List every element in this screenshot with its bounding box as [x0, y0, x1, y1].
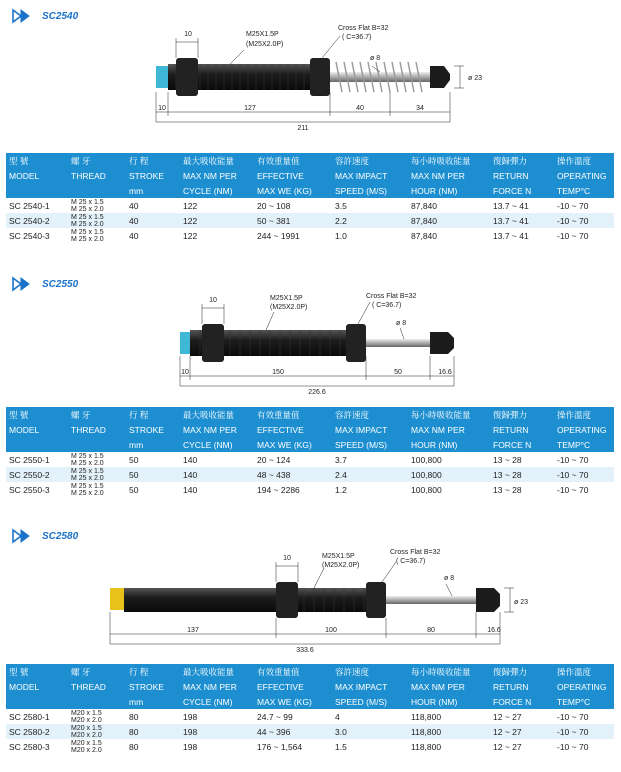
table-cell: 1.0	[335, 230, 347, 241]
impact-head	[476, 588, 500, 612]
table-cell: SC 2540-1	[9, 200, 50, 211]
spec-table-sc2580	[6, 664, 614, 754]
table-cell: 24.7 ~ 99	[257, 711, 293, 722]
table-cell: 122	[183, 230, 198, 241]
column-header: EFFECTIVE	[257, 170, 304, 181]
column-header: MAX NM PER	[411, 170, 465, 181]
dim-thread-alt: (M25X2.0P)	[246, 41, 284, 48]
column-header: 螺 牙	[71, 409, 91, 420]
dim-hex-width: 10	[184, 31, 192, 38]
column-header: MAX NM PER	[411, 424, 465, 435]
column-header: RETURN	[493, 424, 529, 435]
table-cell: 100,800	[411, 469, 442, 480]
dim-cross-flat: Cross Flat B=32	[338, 25, 389, 32]
table-cell: 13.7 ~ 41	[493, 215, 529, 226]
dim-rod-dia: ø 8	[396, 320, 407, 327]
table-cell: 44 ~ 396	[257, 726, 291, 737]
thread-spec: M 25 x 1.5	[71, 482, 104, 490]
column-header: CYCLE (NM)	[183, 696, 233, 707]
table-cell: 80	[129, 741, 139, 752]
column-header	[68, 183, 126, 198]
table-cell	[68, 213, 126, 228]
column-header: HOUR (NM)	[411, 696, 458, 707]
column-header: 行 程	[129, 666, 149, 677]
dim-cross-flat: Cross Flat B=32	[366, 293, 417, 300]
header-row-en	[6, 679, 614, 694]
dim-cross-flat: Cross Flat B=32	[390, 549, 441, 556]
dim-rod-dia: ø 8	[444, 575, 455, 582]
thread-spec: M 25 x 2.0	[71, 489, 104, 497]
column-header: MAX NM PER	[183, 681, 237, 692]
column-header: 有效重量值	[257, 155, 300, 166]
column-header: 型 號	[9, 666, 29, 677]
dim-head-dia: ø 23	[468, 75, 483, 82]
column-header: HOUR (NM)	[411, 185, 458, 196]
thread-spec: M 25 x 1.5	[71, 213, 104, 221]
table-row	[6, 724, 614, 739]
table-cell	[68, 482, 126, 497]
section-sc2540	[0, 0, 621, 258]
table-cell: 1.2	[335, 484, 347, 495]
dim-front: 10	[158, 105, 166, 112]
column-header: 有效重量值	[257, 666, 300, 677]
table-cell: SC 2580-1	[9, 711, 50, 722]
thread-spec: M 25 x 1.5	[71, 198, 104, 206]
table-cell: 12 ~ 27	[493, 726, 522, 737]
dim-total: 211	[297, 125, 309, 132]
table-row	[6, 198, 614, 213]
column-header: MODEL	[9, 170, 40, 181]
table-cell: -10 ~ 70	[557, 711, 589, 722]
impact-head	[430, 66, 450, 88]
table-cell: 40	[129, 215, 139, 226]
lock-nut-right	[346, 324, 366, 362]
dim-body: 150	[272, 369, 284, 376]
header-row-unit	[6, 694, 614, 709]
table-cell: SC 2540-3	[9, 230, 50, 241]
table-cell: -10 ~ 70	[557, 200, 589, 211]
table-cell: 20 ~ 108	[257, 200, 291, 211]
table-cell: SC 2550-2	[9, 469, 50, 480]
table-cell: 50	[129, 454, 139, 465]
table-cell: 80	[129, 726, 139, 737]
column-header	[68, 437, 126, 452]
table-cell: 118,800	[411, 741, 442, 752]
section-title-sc2540	[12, 6, 78, 26]
spec-table-sc2550	[6, 407, 614, 497]
column-header: OPERATING	[557, 170, 607, 181]
table-cell: 3.5	[335, 200, 347, 211]
column-header: STROKE	[129, 424, 164, 435]
table-cell: -10 ~ 70	[557, 726, 589, 737]
dim-body: 137	[187, 627, 199, 634]
table-cell: 40	[129, 200, 139, 211]
spec-table-sc2540	[6, 153, 614, 243]
column-header: 行 程	[129, 155, 149, 166]
lock-nut-right	[310, 58, 330, 96]
column-header: MAX NM PER	[183, 170, 237, 181]
thread-spec: M20 x 1.5	[71, 739, 102, 747]
column-header: 復歸彈力	[493, 666, 528, 677]
table-cell: 13.7 ~ 41	[493, 200, 529, 211]
dim-head-dia: ø 23	[514, 599, 529, 606]
dim-hex-width: 10	[209, 297, 217, 304]
table-cell: -10 ~ 70	[557, 215, 589, 226]
table-row	[6, 452, 614, 467]
table-cell: 50 ~ 381	[257, 215, 291, 226]
thread-spec: M 25 x 1.5	[71, 467, 104, 475]
table-cell: 122	[183, 200, 198, 211]
column-header: MAX IMPACT	[335, 681, 388, 692]
column-header: STROKE	[129, 170, 164, 181]
end-cap	[156, 66, 168, 88]
thread-spec: M 25 x 1.5	[71, 452, 104, 460]
column-header: THREAD	[71, 170, 106, 181]
dim-rod-dia: ø 8	[370, 55, 381, 62]
column-header: MODEL	[9, 681, 40, 692]
dim-end: 34	[416, 105, 424, 112]
lock-nut-left	[176, 58, 198, 96]
column-header: EFFECTIVE	[257, 424, 304, 435]
table-cell: 176 ~ 1,564	[257, 741, 303, 752]
column-header: THREAD	[71, 424, 106, 435]
table-cell	[68, 739, 126, 754]
column-header: 型 號	[9, 409, 29, 420]
column-header: 有效重量值	[257, 409, 300, 420]
model-name: SC2550	[42, 278, 79, 290]
table-cell: SC 2580-2	[9, 726, 50, 737]
table-cell	[68, 198, 126, 213]
table-cell: 100,800	[411, 454, 442, 465]
column-header: MAX WE (KG)	[257, 185, 312, 196]
dim-cross-flat-c: ( C=36.7)	[396, 558, 426, 565]
dim-cross-flat-c: ( C=36.7)	[342, 34, 372, 41]
header-row-en	[6, 422, 614, 437]
dim-thread-alt: (M25X2.0P)	[322, 562, 360, 569]
column-header: CYCLE (NM)	[183, 439, 233, 450]
column-header: TEMP°C	[557, 439, 591, 450]
table-cell: 87,840	[411, 215, 437, 226]
column-header: TEMP°C	[557, 696, 591, 707]
dim-thread-alt: (M25X2.0P)	[270, 304, 308, 311]
column-header: 容許速度	[335, 155, 370, 166]
header-row-unit	[6, 183, 614, 198]
dim-stroke: 40	[356, 105, 364, 112]
dim-hex-width: 10	[283, 555, 291, 562]
table-cell: 140	[183, 469, 198, 480]
column-header: HOUR (NM)	[411, 439, 458, 450]
table-cell: 13 ~ 28	[493, 484, 522, 495]
column-header: FORCE N	[493, 696, 532, 707]
section-title-sc2580	[12, 526, 78, 546]
dimension-drawing-sc2550	[170, 290, 480, 400]
header-row-zh	[6, 664, 614, 679]
column-header: RETURN	[493, 170, 529, 181]
table-row	[6, 228, 614, 243]
end-cap	[110, 588, 124, 610]
table-cell: -10 ~ 70	[557, 741, 589, 752]
column-header: MAX IMPACT	[335, 170, 388, 181]
thread-spec: M20 x 2.0	[71, 731, 102, 739]
table-cell: 198	[183, 741, 198, 752]
column-header: 容許速度	[335, 409, 370, 420]
table-cell: 118,800	[411, 711, 442, 722]
thread-spec: M 25 x 2.0	[71, 205, 104, 213]
model-name: SC2580	[42, 530, 79, 542]
table-cell: 12 ~ 27	[493, 741, 522, 752]
table-cell: SC 2550-1	[9, 454, 50, 465]
column-header: 最大吸收能量	[183, 155, 235, 166]
dim-thread: M25X1.5P	[322, 553, 355, 560]
dim-stroke: 80	[427, 627, 435, 634]
table-cell: 198	[183, 711, 198, 722]
dim-end: 16.6	[438, 369, 452, 376]
smooth-body	[124, 588, 274, 612]
header-row-en	[6, 168, 614, 183]
column-header: 每小時吸收能量	[411, 409, 471, 420]
column-header: 螺 牙	[71, 666, 91, 677]
dim-stroke: 50	[394, 369, 402, 376]
column-header: MAX NM PER	[411, 681, 465, 692]
dim-body: 127	[244, 105, 256, 112]
impact-head	[430, 332, 454, 354]
dim-mid: 100	[325, 627, 337, 634]
double-chevron-right-icon	[12, 529, 34, 543]
table-cell: 13 ~ 28	[493, 469, 522, 480]
column-header: 行 程	[129, 409, 149, 420]
dimension-drawing-sc2540	[140, 22, 483, 134]
table-row	[6, 709, 614, 724]
table-cell: 198	[183, 726, 198, 737]
column-header	[68, 694, 126, 709]
header-row-zh	[6, 407, 614, 422]
column-header: RETURN	[493, 681, 529, 692]
thread-spec: M20 x 1.5	[71, 709, 102, 717]
table-cell: 13 ~ 28	[493, 454, 522, 465]
table-cell: 2.2	[335, 215, 347, 226]
table-cell: 3.7	[335, 454, 347, 465]
table-cell: SC 2580-3	[9, 741, 50, 752]
table-cell: 50	[129, 469, 139, 480]
double-chevron-right-icon	[12, 277, 34, 291]
table-cell: -10 ~ 70	[557, 469, 589, 480]
table-cell	[68, 709, 126, 724]
column-header: SPEED (M/S)	[335, 696, 387, 707]
column-header: MAX IMPACT	[335, 424, 388, 435]
table-cell: 4	[335, 711, 340, 722]
column-header: THREAD	[71, 681, 106, 692]
thread-spec: M 25 x 2.0	[71, 474, 104, 482]
dim-thread: M25X1.5P	[270, 295, 303, 302]
column-header: 復歸彈力	[493, 155, 528, 166]
column-header: 每小時吸收能量	[411, 666, 471, 677]
dim-total: 333.6	[296, 647, 314, 654]
thread-spec: M20 x 2.0	[71, 746, 102, 754]
dim-end: 16.6	[487, 627, 501, 634]
lock-nut-left	[202, 324, 224, 362]
column-header: 操作溫度	[557, 409, 592, 420]
column-header: OPERATING	[557, 681, 607, 692]
column-header: MAX NM PER	[183, 424, 237, 435]
column-header: MODEL	[9, 424, 40, 435]
section-sc2580	[0, 522, 621, 772]
table-cell: -10 ~ 70	[557, 454, 589, 465]
thread-spec: M 25 x 1.5	[71, 228, 104, 236]
section-title-sc2550	[12, 274, 78, 294]
table-cell: 87,840	[411, 200, 437, 211]
table-row	[6, 482, 614, 497]
model-name: SC2540	[42, 10, 79, 22]
table-cell: 140	[183, 484, 198, 495]
column-header: OPERATING	[557, 424, 607, 435]
column-header: 操作溫度	[557, 666, 592, 677]
table-row	[6, 213, 614, 228]
thread-spec: M 25 x 2.0	[71, 459, 104, 467]
table-cell: 12 ~ 27	[493, 711, 522, 722]
column-header	[6, 183, 68, 198]
table-cell: 40	[129, 230, 139, 241]
table-cell: SC 2550-3	[9, 484, 50, 495]
table-row	[6, 739, 614, 754]
column-header: 復歸彈力	[493, 409, 528, 420]
section-sc2550	[0, 268, 621, 508]
column-header: SPEED (M/S)	[335, 185, 387, 196]
table-cell	[68, 452, 126, 467]
column-header: EFFECTIVE	[257, 681, 304, 692]
lock-nut-right	[366, 582, 386, 618]
column-header: 螺 牙	[71, 155, 91, 166]
column-header: mm	[129, 696, 144, 707]
piston-rod	[366, 339, 430, 347]
dim-cross-flat-c: ( C=36.7)	[372, 302, 402, 309]
dim-total: 226.6	[308, 389, 326, 396]
thread-spec: M 25 x 2.0	[71, 235, 104, 243]
double-chevron-right-icon	[12, 9, 34, 23]
header-row-unit	[6, 437, 614, 452]
thread-spec: M20 x 1.5	[71, 724, 102, 732]
column-header	[6, 437, 68, 452]
header-row-zh	[6, 153, 614, 168]
column-header: 最大吸收能量	[183, 666, 235, 677]
table-cell	[68, 467, 126, 482]
table-cell: 80	[129, 711, 139, 722]
column-header: 型 號	[9, 155, 29, 166]
dim-front: 10	[181, 369, 189, 376]
table-cell: -10 ~ 70	[557, 484, 589, 495]
table-cell: 1.5	[335, 741, 347, 752]
table-cell	[68, 724, 126, 739]
table-cell: 20 ~ 124	[257, 454, 291, 465]
dim-thread: M25X1.5P	[246, 31, 279, 38]
table-cell: 118,800	[411, 726, 442, 737]
table-cell: 50	[129, 484, 139, 495]
thread-spec: M 25 x 2.0	[71, 220, 104, 228]
column-header: 每小時吸收能量	[411, 155, 471, 166]
piston-rod	[386, 596, 476, 604]
column-header: CYCLE (NM)	[183, 185, 233, 196]
table-cell	[68, 228, 126, 243]
table-row	[6, 467, 614, 482]
end-cap	[180, 332, 190, 354]
column-header: STROKE	[129, 681, 164, 692]
column-header: FORCE N	[493, 439, 532, 450]
table-cell: 194 ~ 2286	[257, 484, 300, 495]
table-cell: 87,840	[411, 230, 437, 241]
column-header: 容許速度	[335, 666, 370, 677]
column-header: mm	[129, 439, 144, 450]
column-header	[6, 694, 68, 709]
column-header: 操作溫度	[557, 155, 592, 166]
thread-spec: M20 x 2.0	[71, 716, 102, 724]
table-cell: SC 2540-2	[9, 215, 50, 226]
table-cell: 100,800	[411, 484, 442, 495]
table-cell: 48 ~ 438	[257, 469, 291, 480]
column-header: MAX WE (KG)	[257, 696, 312, 707]
column-header: SPEED (M/S)	[335, 439, 387, 450]
table-cell: 140	[183, 454, 198, 465]
column-header: FORCE N	[493, 185, 532, 196]
column-header: mm	[129, 185, 144, 196]
table-cell: 3.0	[335, 726, 347, 737]
dimension-drawing-sc2580	[100, 548, 540, 652]
column-header: 最大吸收能量	[183, 409, 235, 420]
table-cell: 122	[183, 215, 198, 226]
lock-nut-left	[276, 582, 298, 618]
column-header: MAX WE (KG)	[257, 439, 312, 450]
table-cell: 2.4	[335, 469, 347, 480]
column-header: TEMP°C	[557, 185, 591, 196]
table-cell: -10 ~ 70	[557, 230, 589, 241]
table-cell: 13.7 ~ 41	[493, 230, 529, 241]
table-cell: 244 ~ 1991	[257, 230, 300, 241]
